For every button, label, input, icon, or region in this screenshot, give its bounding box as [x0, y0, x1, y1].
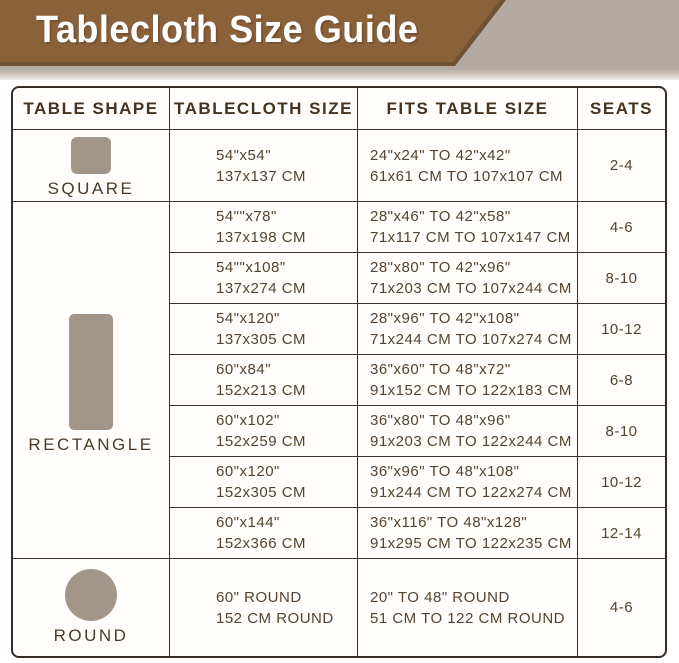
- cloth-size-inches: 60"x144": [216, 514, 280, 531]
- column-header-label: SEATS: [590, 98, 653, 118]
- cloth-size-cm: 152x305 CM: [216, 484, 307, 501]
- table-cell-fits-size: [358, 130, 578, 202]
- square-icon: [71, 137, 111, 174]
- table-cell-seats: [578, 559, 665, 656]
- shape-label: ROUND: [53, 626, 129, 645]
- table-cell-seats: [578, 406, 665, 457]
- fits-size-inches: 24"x24" TO 42"x42": [370, 146, 511, 164]
- table-cell-seats: [578, 304, 665, 355]
- fits-size-inches: 36"x80" TO 48"x96": [370, 412, 511, 429]
- seats-value: 10-12: [601, 320, 642, 338]
- fits-size-cm: 91x203 CM TO 122x244 CM: [370, 433, 572, 450]
- fits-size-cm: 71x244 CM TO 107x274 CM: [370, 331, 572, 348]
- column-header-table-shape: [13, 88, 170, 130]
- fits-size-cm: 71x117 CM TO 107x147 CM: [370, 229, 571, 246]
- fits-size-inches: 36"x116" TO 48"x128": [370, 514, 528, 531]
- table-cell-cloth-size: [170, 406, 358, 457]
- cloth-size-cm: 137x198 CM: [216, 229, 307, 246]
- cloth-size-cm: 152x259 CM: [216, 433, 307, 450]
- fits-size-inches: 28"x80" TO 42"x96": [370, 259, 511, 276]
- table-cell-seats: [578, 130, 665, 202]
- column-header-label: TABLECLOTH SIZE: [174, 98, 353, 118]
- cloth-size-inches: 60"x84": [216, 361, 272, 378]
- fits-size-cm: 51 CM TO 122 CM ROUND: [370, 609, 565, 627]
- table-cell-seats: [578, 355, 665, 406]
- round-icon: [65, 569, 117, 621]
- shape-label: SQUARE: [47, 179, 135, 198]
- table-cell-seats: [578, 253, 665, 304]
- size-guide-table: [11, 86, 667, 658]
- rectangle-icon: [69, 314, 113, 430]
- table-cell-fits-size: [358, 508, 578, 559]
- fits-size-inches: 28"x46" TO 42"x58": [370, 208, 511, 225]
- table-cell-cloth-size: [170, 202, 358, 253]
- table-cell-cloth-size: [170, 304, 358, 355]
- table-cell-seats: [578, 508, 665, 559]
- table-cell-seats: [578, 202, 665, 253]
- cloth-size-cm: 137x305 CM: [216, 331, 307, 348]
- table-cell-fits-size: [358, 253, 578, 304]
- column-header-label: TABLE SHAPE: [23, 98, 159, 118]
- cloth-size-cm: 137x137 CM: [216, 167, 307, 185]
- seats-value: 10-12: [601, 473, 642, 491]
- table-cell-cloth-size: [170, 508, 358, 559]
- fits-size-cm: 61x61 CM TO 107x107 CM: [370, 167, 564, 185]
- seats-value: 8-10: [605, 422, 638, 440]
- table-cell-seats: [578, 457, 665, 508]
- seats-value: 4-6: [609, 599, 634, 616]
- shape-cell-round: [13, 559, 170, 656]
- seats-value: 6-8: [609, 371, 634, 389]
- cloth-size-inches: 60" ROUND: [216, 588, 302, 606]
- cloth-size-cm: 137x274 CM: [216, 280, 307, 297]
- cloth-size-inches: 54"x54": [216, 146, 272, 164]
- table-cell-fits-size: [358, 559, 578, 656]
- column-header-fits-table-size: [358, 88, 578, 130]
- cloth-size-inches: 54""x108": [216, 259, 286, 276]
- table-cell-cloth-size: [170, 130, 358, 202]
- cloth-size-inches: 54"x120": [216, 310, 280, 327]
- fits-size-cm: 91x244 CM TO 122x274 CM: [370, 484, 572, 501]
- table-cell-cloth-size: [170, 355, 358, 406]
- table-cell-fits-size: [358, 355, 578, 406]
- table-cell-cloth-size: [170, 559, 358, 656]
- fits-size-inches: 36"x60" TO 48"x72": [370, 361, 511, 378]
- cloth-size-cm: 152x213 CM: [216, 382, 307, 399]
- seats-value: 12-14: [601, 524, 642, 542]
- fits-size-inches: 20" TO 48" ROUND: [370, 588, 510, 606]
- seats-value: 4-6: [609, 218, 634, 236]
- table-cell-fits-size: [358, 406, 578, 457]
- seats-value: 2-4: [609, 157, 634, 174]
- column-header-tablecloth-size: [170, 88, 358, 130]
- table-cell-fits-size: [358, 202, 578, 253]
- cloth-size-cm: 152x366 CM: [216, 535, 307, 552]
- cloth-size-inches: 60"x102": [216, 412, 280, 429]
- shape-label: RECTANGLE: [28, 434, 154, 454]
- fits-size-inches: 28"x96" TO 42"x108": [370, 310, 520, 327]
- cloth-size-cm: 152 CM ROUND: [216, 609, 334, 627]
- column-header-label: FITS TABLE SIZE: [386, 98, 549, 118]
- shape-cell-rectangle: [13, 202, 170, 559]
- page-title: Tablecloth Size Guide: [36, 9, 419, 51]
- cloth-size-inches: 54""x78": [216, 208, 277, 225]
- shape-cell-square: [13, 130, 170, 202]
- fits-size-cm: 71x203 CM TO 107x244 CM: [370, 280, 572, 297]
- fits-size-inches: 36"x96" TO 48"x108": [370, 463, 520, 480]
- table-cell-cloth-size: [170, 253, 358, 304]
- fits-size-cm: 91x152 CM TO 122x183 CM: [370, 382, 572, 399]
- fits-size-cm: 91x295 CM TO 122x235 CM: [370, 535, 572, 552]
- cloth-size-inches: 60"x120": [216, 463, 280, 480]
- seats-value: 8-10: [605, 269, 638, 287]
- column-header-seats: [578, 88, 665, 130]
- table-cell-cloth-size: [170, 457, 358, 508]
- table-cell-fits-size: [358, 304, 578, 355]
- table-cell-fits-size: [358, 457, 578, 508]
